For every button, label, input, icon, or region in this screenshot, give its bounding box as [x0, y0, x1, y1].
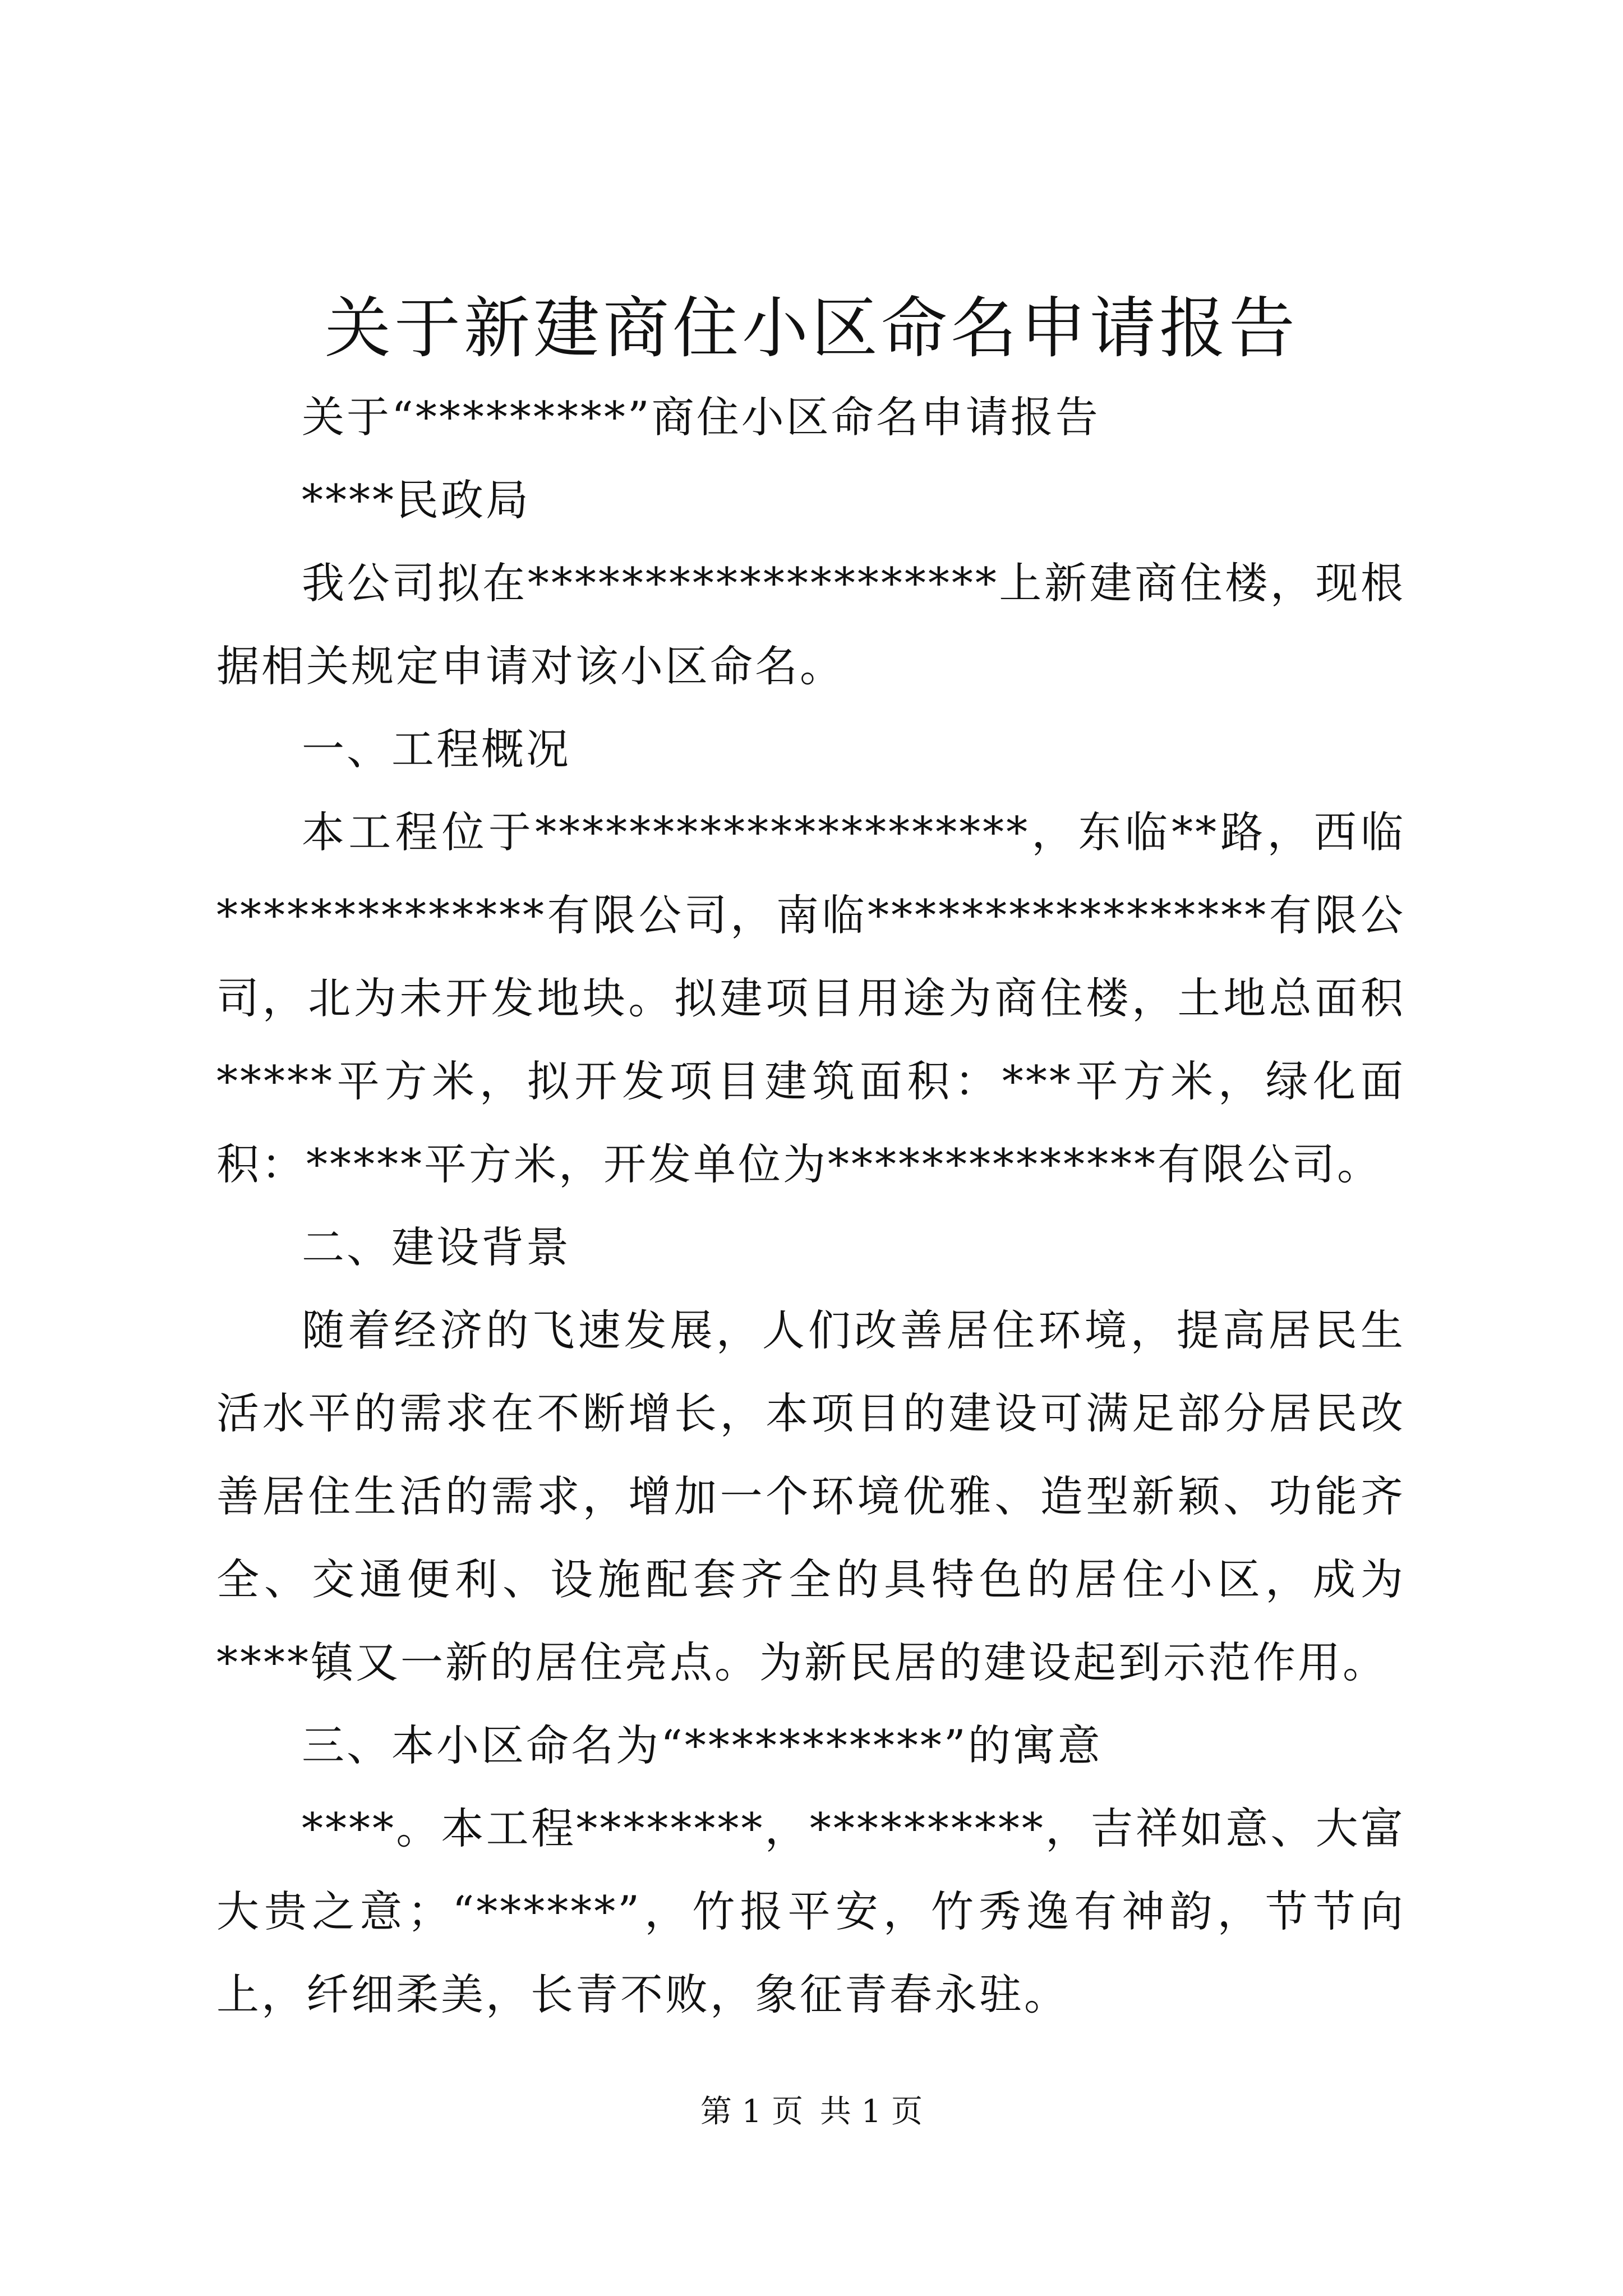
page-footer	[0, 2090, 1623, 2134]
paragraph-project-overview: 本工程位于*********************，东临**路，西临**************有限公司，南临*****************有限公司，北为未开发地块。拟建项目用途为商住楼，土地总面积*****平方米，拟开发项目建筑面积：***平方米，绿化面积：*****平方米，开发单位为**************有限公司。	[216, 807, 1405, 1189]
section-heading-naming-meaning: 三、本小区命名为“***********”的寓意	[302, 1720, 1103, 1770]
paragraph-recipient: ****民政局	[302, 475, 531, 525]
section-heading-project-overview: 一、工程概况	[302, 724, 571, 774]
paragraph-intro: 我公司拟在********************上新建商住楼，现根据相关规定申请对该小区命名。	[216, 558, 1405, 691]
page-number: 第 1 页	[700, 2093, 804, 2130]
paragraph-subject-line: 关于“*********”商住小区命名申请报告	[302, 392, 1100, 442]
paragraph-naming-meaning: ****。本工程********，**********，吉祥如意、大富大贵之意；“******”，竹报平安，竹秀逸有神韵，节节向上，纤细柔美，长青不败，象征青春永驻。	[216, 1803, 1405, 2019]
document-title: 关于新建商住小区命名申请报告	[324, 289, 1298, 367]
paragraph-background: 随着经济的飞速发展，人们改善居住环境，提高居民生活水平的需求在不断增长，本项目的建设可满足部分居民改善居住生活的需求，增加一个环境优雅、造型新颖、功能齐全、交通便利、设施配套齐全的具特色的居住小区，成为****镇又一新的居住亮点。为新民居的建设起到示范作用。	[216, 1305, 1405, 1687]
document-body	[216, 376, 1405, 2036]
section-heading-background: 二、建设背景	[302, 1222, 571, 1272]
page-total: 共 1 页	[819, 2093, 923, 2130]
